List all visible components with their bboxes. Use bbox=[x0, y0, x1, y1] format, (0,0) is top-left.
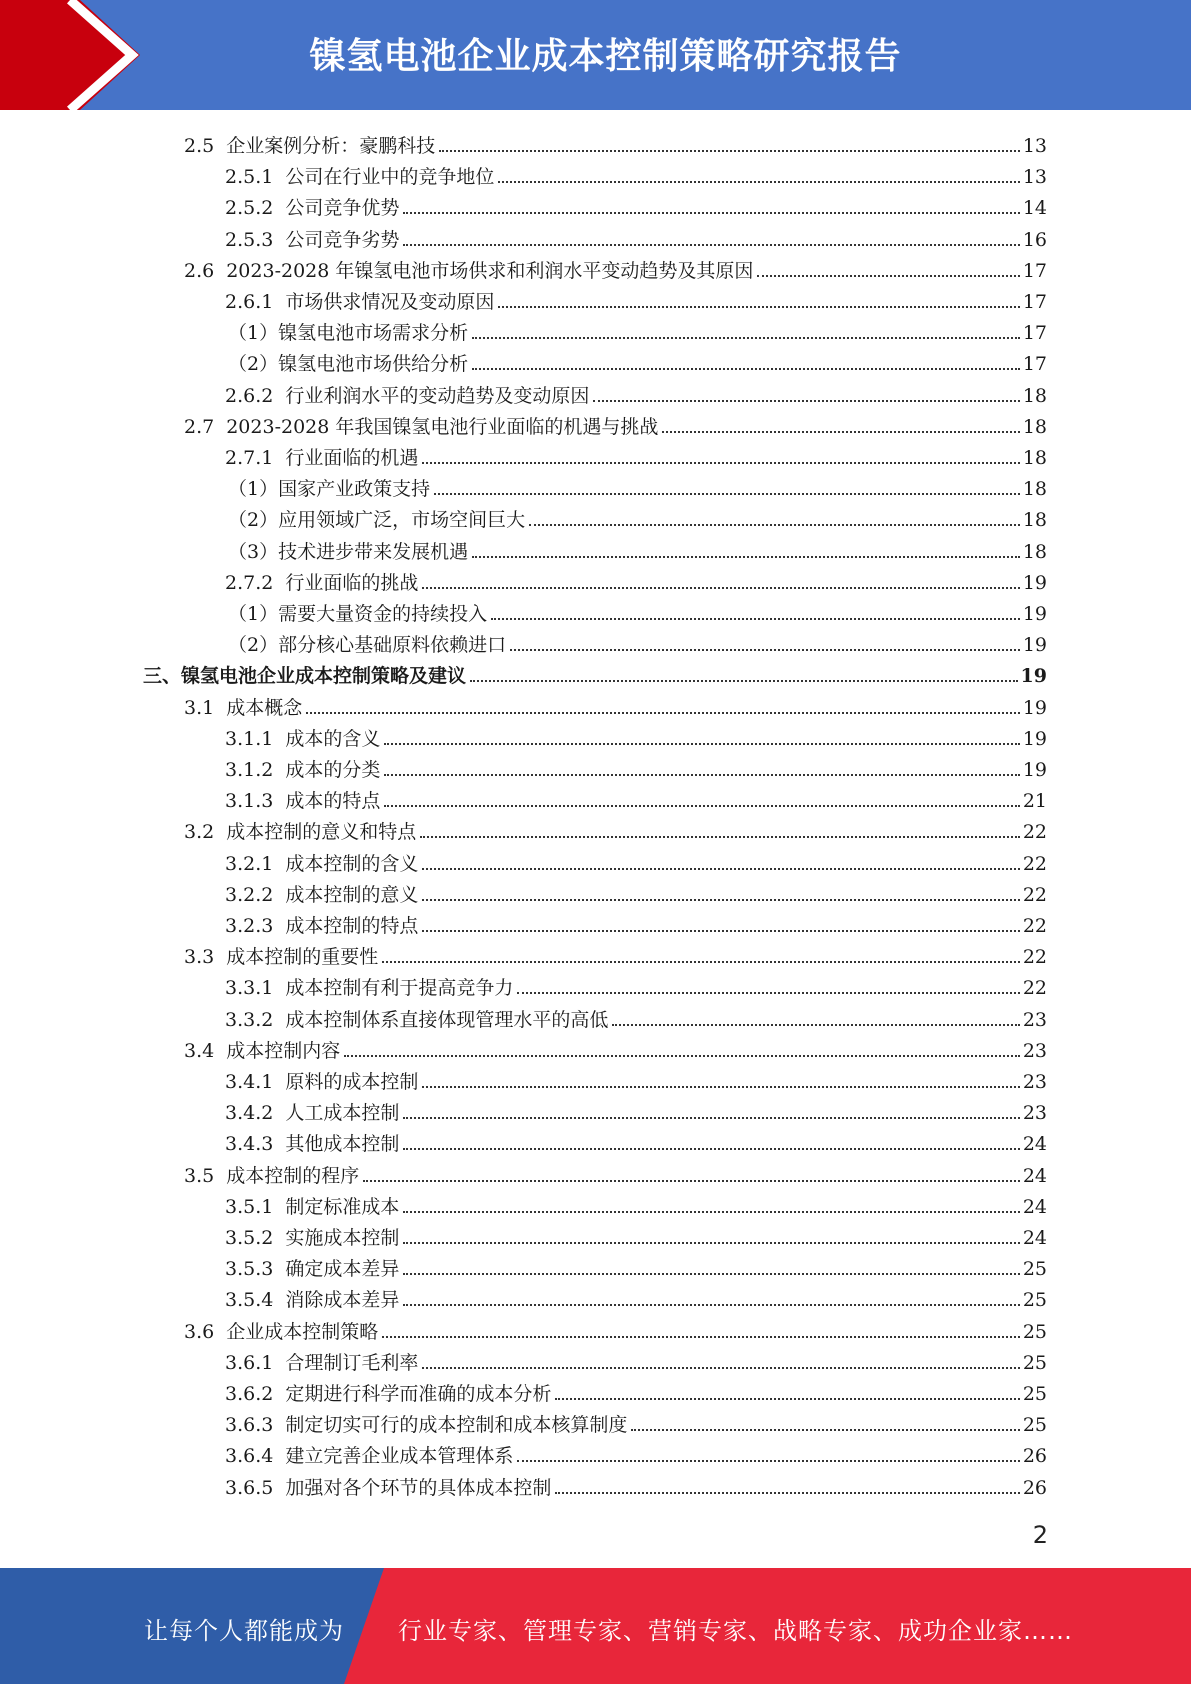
toc-entry-title: 镍氢电池市场需求分析 bbox=[278, 322, 469, 345]
toc-entry-number: 3.2 bbox=[184, 821, 215, 844]
toc-entry-page: 25 bbox=[1022, 1289, 1047, 1312]
toc-entry-number: 3.4.3 bbox=[225, 1133, 274, 1156]
toc-entry[interactable] bbox=[225, 907, 1047, 938]
toc-entry-number: 2.6.1 bbox=[225, 291, 274, 313]
toc-entry-number: 2.6 bbox=[184, 259, 215, 282]
toc-entry-number: 2.7.2 bbox=[225, 571, 274, 594]
toc-dot-leader bbox=[472, 367, 1020, 370]
toc-entry-number: 3.5.2 bbox=[225, 1227, 274, 1249]
toc-entry-title: 国家产业政策支持 bbox=[278, 478, 431, 501]
toc-entry[interactable] bbox=[225, 189, 1047, 220]
toc-entry-page: 18 bbox=[1022, 415, 1047, 438]
toc-entry-number: 2.7 bbox=[184, 415, 215, 438]
toc-entry-title: 市场供求情况及变动原因 bbox=[285, 291, 495, 313]
toc-entry-number: 3.5.1 bbox=[225, 1195, 274, 1218]
toc-entry-page: 22 bbox=[1022, 883, 1047, 906]
toc-entry-title: 成本控制的重要性 bbox=[226, 946, 379, 969]
toc-dot-leader bbox=[422, 1085, 1019, 1088]
toc-entry-number: 2.7.1 bbox=[225, 447, 274, 469]
toc-dot-leader bbox=[757, 274, 1019, 277]
toc-entry-number: 3.3.1 bbox=[225, 977, 274, 1000]
toc-entry-page: 25 bbox=[1022, 1351, 1047, 1374]
toc-entry-page: 13 bbox=[1022, 135, 1047, 157]
toc-dot-leader bbox=[403, 1303, 1019, 1306]
toc-entry-number: （2） bbox=[228, 353, 279, 376]
toc-entry[interactable] bbox=[143, 657, 1047, 688]
toc-entry[interactable] bbox=[225, 1250, 1047, 1281]
toc-entry-page: 18 bbox=[1022, 447, 1047, 469]
toc-entry-page: 18 bbox=[1022, 509, 1047, 532]
toc-entry[interactable] bbox=[225, 1188, 1047, 1219]
toc-entry-title: 合理制订毛利率 bbox=[285, 1351, 419, 1374]
toc-entry-number: 3.3.2 bbox=[225, 1008, 274, 1031]
toc-entry-page: 22 bbox=[1022, 946, 1047, 969]
toc-entry-page: 17 bbox=[1022, 259, 1047, 282]
toc-entry-title: 行业面临的挑战 bbox=[285, 571, 419, 594]
toc-entry-page: 24 bbox=[1022, 1195, 1047, 1218]
toc-entry-page: 19 bbox=[1022, 696, 1047, 719]
toc-entry[interactable] bbox=[225, 221, 1047, 252]
toc-entry-title: 成本控制体系直接体现管理水平的高低 bbox=[285, 1008, 609, 1031]
toc-dot-leader bbox=[662, 430, 1019, 433]
toc-entry-page: 17 bbox=[1022, 291, 1047, 313]
toc-entry-number: （3） bbox=[228, 540, 279, 563]
toc-entry-number: 2.5.3 bbox=[225, 228, 274, 251]
toc-entry-title: 成本控制有利于提高竞争力 bbox=[285, 977, 514, 1000]
toc-entry[interactable] bbox=[228, 626, 1047, 657]
toc-dot-leader bbox=[403, 1241, 1019, 1244]
toc-entry-number: 3.1.2 bbox=[225, 759, 274, 781]
toc-dot-leader bbox=[555, 1491, 1019, 1494]
toc-dot-leader bbox=[403, 1272, 1019, 1275]
toc-dot-leader bbox=[612, 1023, 1019, 1026]
toc-entry[interactable] bbox=[225, 1406, 1047, 1437]
toc-entry-number: 3.4.2 bbox=[225, 1102, 274, 1125]
toc-entry-title: 成本控制的意义和特点 bbox=[226, 821, 417, 844]
toc-entry-title: 成本的特点 bbox=[285, 790, 381, 813]
toc-dot-leader bbox=[472, 336, 1020, 339]
toc-dot-leader bbox=[517, 991, 1019, 994]
toc-dot-leader bbox=[403, 243, 1019, 246]
toc-entry-page: 26 bbox=[1022, 1476, 1047, 1499]
toc-dot-leader bbox=[422, 898, 1019, 901]
toc-entry-page: 19 bbox=[1022, 727, 1047, 750]
toc-entry-number: 3.1 bbox=[184, 696, 215, 719]
toc-entry-page: 23 bbox=[1022, 1102, 1047, 1125]
toc-entry-number: 2.5.2 bbox=[225, 197, 274, 220]
toc-entry-title: 企业成本控制策略 bbox=[226, 1320, 379, 1343]
toc-dot-leader bbox=[434, 492, 1020, 495]
toc-entry[interactable] bbox=[225, 1063, 1047, 1094]
toc-dot-leader bbox=[631, 1428, 1019, 1431]
toc-entry-number: 2.6.2 bbox=[225, 384, 274, 407]
toc-entry-page: 16 bbox=[1022, 228, 1047, 251]
toc-entry-title: 建立完善企业成本管理体系 bbox=[285, 1445, 514, 1468]
toc-entry-title: 成本控制的意义 bbox=[285, 883, 419, 906]
toc-entry[interactable] bbox=[225, 720, 1047, 751]
toc-entry-number: 3.6.3 bbox=[225, 1414, 274, 1437]
toc-entry[interactable] bbox=[225, 1469, 1047, 1500]
toc-entry-title: 制定切实可行的成本控制和成本核算制度 bbox=[285, 1414, 628, 1437]
toc-entry[interactable] bbox=[225, 845, 1047, 876]
toc-entry-number: 3.5 bbox=[184, 1164, 215, 1187]
toc-entry-title: 成本控制的特点 bbox=[285, 915, 419, 937]
toc-entry-title: 成本控制内容 bbox=[226, 1039, 341, 1062]
toc-entry-title: 确定成本差异 bbox=[285, 1258, 400, 1281]
toc-entry-title: 行业面临的机遇 bbox=[285, 447, 419, 469]
toc-entry-number: （1） bbox=[228, 322, 279, 345]
page-number: 2 bbox=[1032, 1521, 1048, 1549]
toc-entry[interactable] bbox=[225, 1219, 1047, 1250]
toc-dot-leader bbox=[498, 305, 1019, 308]
toc-dot-leader bbox=[529, 523, 1020, 526]
toc-entry-title: 成本控制的含义 bbox=[285, 852, 419, 875]
toc-entry-number: 3.6.4 bbox=[225, 1445, 274, 1468]
toc-entry[interactable] bbox=[228, 470, 1047, 501]
toc-entry-number: 3.3 bbox=[184, 946, 215, 969]
toc-entry-page: 13 bbox=[1022, 166, 1047, 189]
toc-dot-leader bbox=[306, 711, 1020, 714]
toc-entry-title: 定期进行科学而准确的成本分析 bbox=[285, 1383, 552, 1405]
toc-entry-number: 3.2.2 bbox=[225, 883, 274, 906]
toc-entry-title: 需要大量资金的持续投入 bbox=[278, 603, 488, 625]
toc-dot-leader bbox=[472, 555, 1020, 558]
toc-entry-page: 25 bbox=[1022, 1414, 1047, 1437]
toc-entry-title: 原料的成本控制 bbox=[285, 1071, 419, 1093]
toc-entry[interactable] bbox=[184, 1157, 1047, 1188]
toc-entry-number: （2） bbox=[228, 634, 279, 657]
toc-entry[interactable] bbox=[228, 345, 1047, 376]
toc-entry[interactable] bbox=[225, 283, 1047, 314]
toc-dot-leader bbox=[384, 773, 1019, 776]
toc-dot-leader bbox=[422, 1366, 1019, 1369]
toc-entry-title: 成本的分类 bbox=[285, 759, 381, 781]
toc-dot-leader bbox=[344, 1054, 1020, 1057]
page-footer bbox=[0, 1568, 1191, 1684]
toc-entry-page: 23 bbox=[1022, 1039, 1047, 1062]
toc-entry-page: 18 bbox=[1022, 478, 1047, 501]
toc-entry-number: 3.6.5 bbox=[225, 1476, 274, 1499]
toc-entry-title: 消除成本差异 bbox=[285, 1289, 400, 1312]
toc-entry[interactable] bbox=[228, 314, 1047, 345]
toc-dot-leader bbox=[510, 648, 1020, 651]
toc-entry-number: 3.6 bbox=[184, 1320, 215, 1343]
toc-entry-number: 3.1.1 bbox=[225, 727, 274, 750]
toc-entry-page: 22 bbox=[1022, 852, 1047, 875]
toc-entry[interactable] bbox=[225, 158, 1047, 189]
toc-entry-page: 18 bbox=[1022, 384, 1047, 407]
toc-entry[interactable] bbox=[228, 501, 1047, 532]
toc-entry-number: 2.5.1 bbox=[225, 166, 274, 189]
toc-entry[interactable] bbox=[184, 813, 1047, 844]
toc-entry[interactable] bbox=[228, 595, 1047, 626]
toc-dot-leader bbox=[384, 742, 1019, 745]
toc-entry-title: 镍氢电池企业成本控制策略及建议 bbox=[181, 665, 467, 688]
toc-entry-page: 17 bbox=[1022, 322, 1047, 345]
toc-entry-number: 3.6.2 bbox=[225, 1383, 274, 1405]
toc-entry-page: 24 bbox=[1022, 1164, 1047, 1187]
toc-entry[interactable] bbox=[225, 564, 1047, 595]
toc-entry-title: 人工成本控制 bbox=[285, 1102, 400, 1125]
toc-dot-leader bbox=[420, 835, 1020, 838]
toc-dot-leader bbox=[403, 1116, 1019, 1119]
toc-entry-number: 3.1.3 bbox=[225, 790, 274, 813]
toc-entry-title: 应用领域广泛，市场空间巨大 bbox=[278, 509, 526, 532]
toc-dot-leader bbox=[403, 1210, 1019, 1213]
toc-entry[interactable] bbox=[225, 377, 1047, 408]
toc-entry-title: 2023-2028 年镍氢电池市场供求和利润水平变动趋势及其原因 bbox=[226, 259, 754, 282]
toc-dot-leader bbox=[384, 804, 1019, 807]
toc-entry[interactable] bbox=[225, 1001, 1047, 1032]
toc-entry-page: 14 bbox=[1022, 197, 1047, 220]
toc-entry-page: 22 bbox=[1022, 821, 1047, 844]
toc-dot-leader bbox=[498, 180, 1019, 183]
toc-entry-title: 成本控制的程序 bbox=[226, 1164, 360, 1187]
toc-entry-page: 17 bbox=[1022, 353, 1047, 376]
toc-entry-page: 18 bbox=[1022, 540, 1047, 563]
toc-entry-title: 实施成本控制 bbox=[285, 1227, 400, 1249]
toc-entry-title: 成本概念 bbox=[226, 696, 303, 719]
toc-entry-number: 3.6.1 bbox=[225, 1351, 274, 1374]
toc-entry-page: 24 bbox=[1022, 1133, 1047, 1156]
toc-entry-page: 19 bbox=[1022, 603, 1047, 625]
toc-entry-page: 25 bbox=[1022, 1383, 1047, 1405]
toc-entry-number: （1） bbox=[228, 478, 279, 501]
toc-entry-page: 25 bbox=[1022, 1258, 1047, 1281]
toc-entry-page: 19 bbox=[1022, 759, 1047, 781]
toc-dot-leader bbox=[593, 399, 1019, 402]
toc-entry-title: 2023-2028 年我国镍氢电池行业面临的机遇与挑战 bbox=[226, 415, 659, 438]
toc-entry[interactable] bbox=[225, 1094, 1047, 1125]
toc-dot-leader bbox=[491, 617, 1020, 620]
toc-entry[interactable] bbox=[225, 751, 1047, 782]
toc-dot-leader bbox=[363, 1179, 1020, 1182]
toc-entry-number: 3.4 bbox=[184, 1039, 215, 1062]
toc-entry[interactable] bbox=[225, 439, 1047, 470]
toc-entry-page: 24 bbox=[1022, 1227, 1047, 1249]
toc-entry[interactable] bbox=[184, 1032, 1047, 1063]
toc-entry[interactable] bbox=[225, 1437, 1047, 1468]
toc-entry-page: 21 bbox=[1022, 790, 1047, 813]
toc-entry-page: 25 bbox=[1022, 1320, 1047, 1343]
toc-entry[interactable] bbox=[184, 1313, 1047, 1344]
toc-entry[interactable] bbox=[225, 1375, 1047, 1406]
toc-entry[interactable] bbox=[225, 1281, 1047, 1312]
toc-entry-number: 3.5.3 bbox=[225, 1258, 274, 1281]
toc-entry-title: 制定标准成本 bbox=[285, 1195, 400, 1218]
toc-dot-leader bbox=[517, 1459, 1019, 1462]
toc-entry[interactable] bbox=[184, 127, 1047, 158]
toc-dot-leader bbox=[422, 461, 1019, 464]
toc-dot-leader bbox=[422, 929, 1019, 932]
page-header bbox=[0, 0, 1191, 110]
report-title: 镍氢电池企业成本控制策略研究报告 bbox=[309, 36, 902, 77]
footer-slogan: 让每个人都能成为 bbox=[144, 1617, 344, 1645]
footer-tagline: 行业专家、管理专家、营销专家、战略专家、成功企业家…… bbox=[398, 1617, 1073, 1645]
toc-entry[interactable] bbox=[225, 876, 1047, 907]
toc-entry-number: （1） bbox=[228, 603, 279, 625]
toc-entry-title: 公司在行业中的竞争地位 bbox=[285, 166, 495, 189]
toc-entry-title: 行业利润水平的变动趋势及变动原因 bbox=[285, 384, 590, 407]
toc-entry-title: 成本的含义 bbox=[285, 727, 381, 750]
toc-dot-leader bbox=[382, 1335, 1020, 1338]
toc-dot-leader bbox=[470, 679, 1018, 682]
toc-dot-leader bbox=[422, 867, 1019, 870]
toc-entry-page: 19 bbox=[1022, 634, 1047, 657]
toc-entry-page: 26 bbox=[1022, 1445, 1047, 1468]
toc-entry-page: 23 bbox=[1022, 1008, 1047, 1031]
toc-entry[interactable] bbox=[228, 533, 1047, 564]
toc-dot-leader bbox=[422, 586, 1019, 589]
toc-entry[interactable] bbox=[184, 252, 1047, 283]
toc-entry-title: 其他成本控制 bbox=[285, 1133, 400, 1156]
toc-entry-page: 22 bbox=[1022, 977, 1047, 1000]
toc-entry-number: 3.2.1 bbox=[225, 852, 274, 875]
toc-entry-page: 22 bbox=[1022, 915, 1047, 937]
toc-entry-page: 19 bbox=[1020, 665, 1047, 688]
toc-entry-number: 3.4.1 bbox=[225, 1071, 274, 1093]
toc-dot-leader bbox=[382, 960, 1020, 963]
toc-entry-title: 镍氢电池市场供给分析 bbox=[278, 353, 469, 376]
toc-entry[interactable] bbox=[225, 969, 1047, 1000]
toc-entry[interactable] bbox=[225, 1125, 1047, 1156]
toc-entry[interactable] bbox=[225, 1344, 1047, 1375]
toc-dot-leader bbox=[403, 211, 1019, 214]
toc-entry[interactable] bbox=[184, 408, 1047, 439]
toc-entry-title: 公司竞争优势 bbox=[285, 197, 400, 220]
toc-entry[interactable] bbox=[184, 938, 1047, 969]
toc-entry-number: 3.2.3 bbox=[225, 915, 274, 937]
toc-entry[interactable] bbox=[225, 782, 1047, 813]
toc-entry[interactable] bbox=[184, 689, 1047, 720]
toc-entry-number: 3.5.4 bbox=[225, 1289, 274, 1312]
toc-entry-title: 部分核心基础原料依赖进口 bbox=[278, 634, 507, 657]
toc-entry-number: （2） bbox=[228, 509, 279, 532]
toc-dot-leader bbox=[439, 149, 1020, 152]
toc-dot-leader bbox=[403, 1147, 1019, 1150]
toc-entry-number: 三、 bbox=[143, 665, 182, 688]
toc-entry-title: 公司竞争劣势 bbox=[285, 228, 400, 251]
toc-entry-page: 23 bbox=[1022, 1071, 1047, 1093]
toc-entry-page: 19 bbox=[1022, 571, 1047, 594]
toc-entry-title: 加强对各个环节的具体成本控制 bbox=[285, 1476, 552, 1499]
toc-entry-title: 企业案例分析：豪鹏科技 bbox=[226, 135, 436, 157]
toc-dot-leader bbox=[555, 1397, 1019, 1400]
toc-entry-title: 技术进步带来发展机遇 bbox=[278, 540, 469, 563]
toc-entry-number: 2.5 bbox=[184, 135, 215, 157]
